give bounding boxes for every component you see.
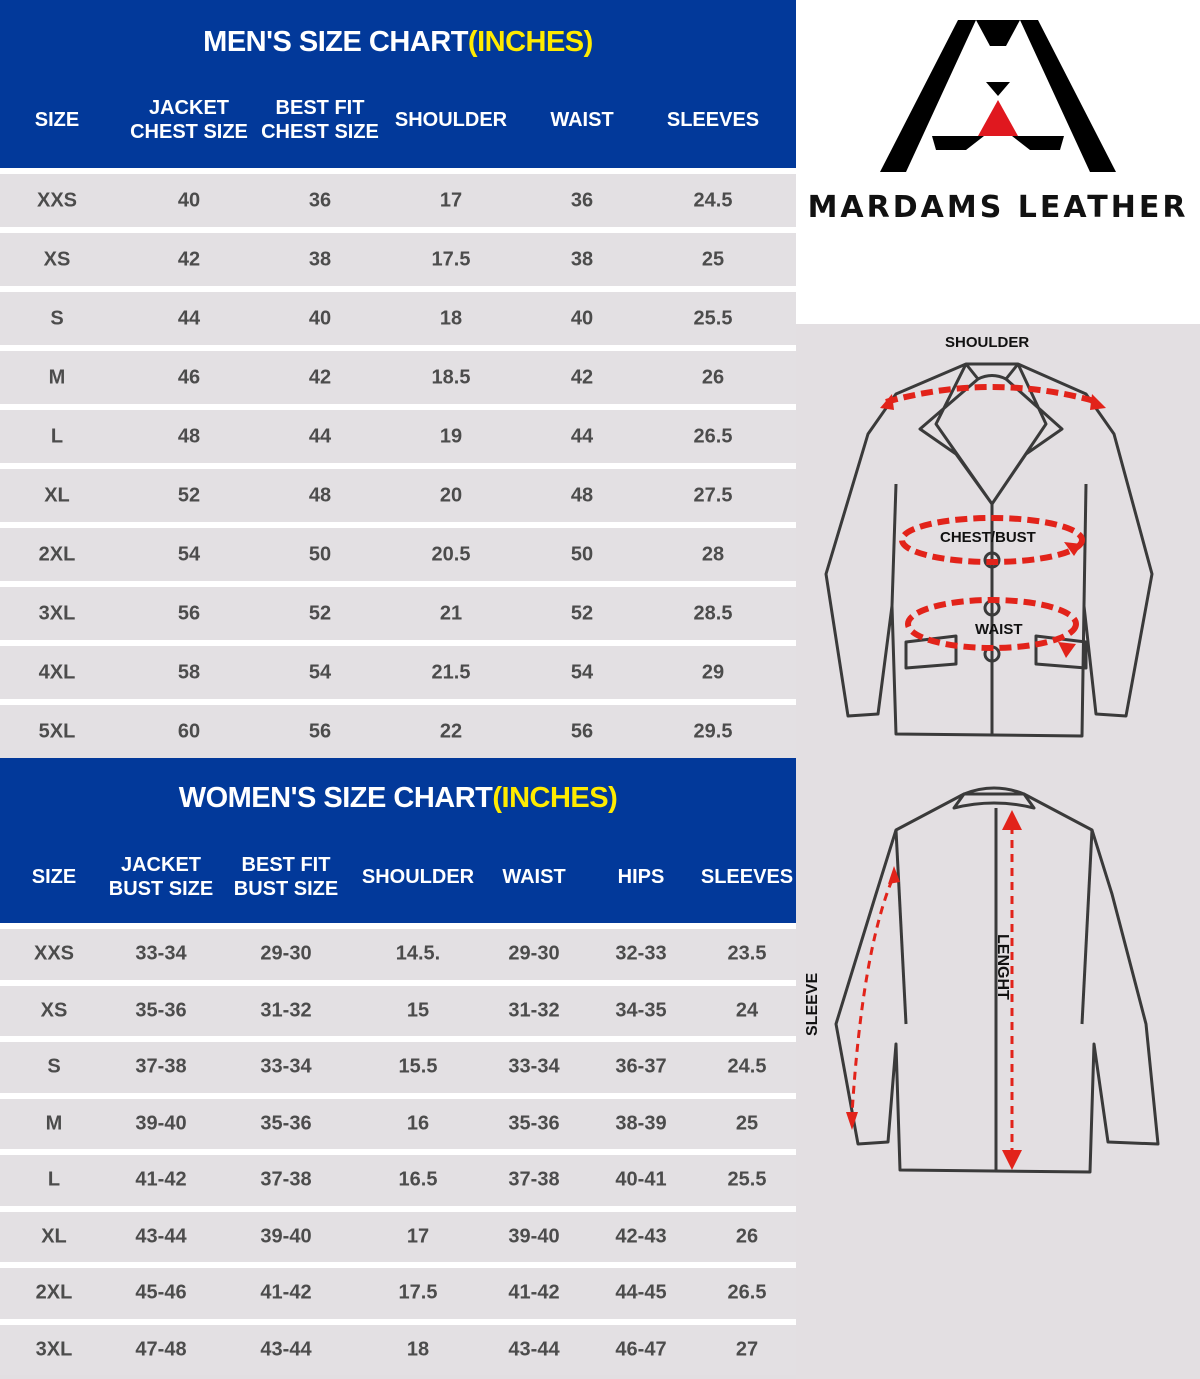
- womens-table-cell: 41-42: [508, 1281, 560, 1304]
- mens-table-cell: 20.5: [431, 543, 471, 565]
- womens-table-cell: 41-42: [260, 1281, 312, 1304]
- womens-table-row: [0, 1212, 796, 1263]
- womens-col-header-line: SIZE: [31, 866, 77, 888]
- mens-col-header-line: CHEST SIZE: [130, 121, 248, 143]
- womens-table-cell: 35-36: [508, 1112, 560, 1135]
- womens-table-cell: 41-42: [135, 1168, 187, 1191]
- womens-table-cell: 35-36: [260, 1112, 312, 1135]
- mens-table-cell: 42: [308, 366, 332, 388]
- mens-table-cell: 46: [177, 366, 201, 388]
- womens-table-cell: 45-46: [135, 1281, 187, 1304]
- mens-col-header-line: SLEEVES: [666, 109, 760, 131]
- mens-table-cell: 38: [308, 248, 332, 270]
- womens-table-cell: 15.5: [398, 1055, 438, 1078]
- womens-table-cell: 17: [406, 1225, 430, 1248]
- mens-table-row: [0, 174, 796, 227]
- womens-table-cell: 18: [406, 1338, 430, 1361]
- mens-title: [0, 26, 796, 59]
- womens-table-cell: S: [47, 1055, 61, 1078]
- mens-table-cell: 50: [570, 543, 594, 565]
- womens-table-row: [0, 1155, 796, 1206]
- womens-col-header-line: BUST SIZE: [233, 878, 339, 900]
- mens-table-row: [0, 351, 796, 404]
- mens-table-cell: 25.5: [693, 307, 733, 329]
- womens-table-cell: 33-34: [260, 1055, 312, 1078]
- womens-table-cell: 16.5: [398, 1168, 438, 1191]
- mens-table-cell: 54: [177, 543, 201, 565]
- mens-table-row: [0, 587, 796, 640]
- mens-table-cell: 38: [570, 248, 594, 270]
- mens-table-cell: 24.5: [693, 189, 733, 211]
- womens-col-header: [618, 865, 665, 889]
- mens-table-cell: 26.5: [693, 425, 733, 447]
- womens-table-cell: 16: [406, 1112, 430, 1135]
- womens-title-main: WOMEN'S SIZE CHART: [178, 782, 493, 814]
- womens-table-cell: 27: [735, 1338, 759, 1361]
- mens-table-row: [0, 233, 796, 286]
- mens-table-cell: XS: [43, 248, 71, 270]
- womens-table-row: [0, 1325, 796, 1376]
- womens-table-cell: 31-32: [508, 999, 560, 1022]
- womens-table-cell: 38-39: [615, 1112, 667, 1135]
- mens-table-cell: L: [50, 425, 64, 447]
- mens-col-header-line: JACKET: [148, 97, 230, 119]
- mens-table-cell: 48: [308, 484, 332, 506]
- womens-table-cell: 26: [735, 1225, 759, 1248]
- mens-table-cell: XL: [44, 484, 70, 506]
- mens-table-cell: 36: [308, 189, 332, 211]
- mens-table-cell: XXS: [36, 189, 78, 211]
- mens-table-cell: 19: [439, 425, 463, 447]
- mens-col-header-line: SHOULDER: [394, 109, 508, 131]
- mens-header: [0, 0, 796, 168]
- womens-col-header: [234, 853, 338, 901]
- womens-table-cell: L: [47, 1168, 61, 1191]
- mens-table-cell: 52: [308, 602, 332, 624]
- sleeve-label: SLEEVE: [804, 972, 821, 1036]
- mens-table-row: [0, 528, 796, 581]
- mens-col-header: [550, 108, 613, 132]
- womens-table-cell: 37-38: [508, 1168, 560, 1191]
- mens-table-cell: 25: [701, 248, 725, 270]
- mens-table-row: [0, 705, 796, 758]
- womens-col-header: [109, 853, 213, 901]
- womens-table-cell: XL: [41, 1225, 67, 1248]
- mens-col-header-line: SIZE: [34, 109, 80, 131]
- mens-table-cell: 48: [570, 484, 594, 506]
- womens-table-cell: 39-40: [508, 1225, 560, 1248]
- womens-col-header-line: WAIST: [502, 866, 566, 888]
- mens-table-cell: S: [50, 307, 64, 329]
- womens-col-header-line: JACKET: [120, 854, 202, 876]
- mens-table-cell: 21: [439, 602, 463, 624]
- womens-table-cell: 2XL: [35, 1281, 73, 1304]
- mens-table-cell: 50: [308, 543, 332, 565]
- womens-table-cell: 26.5: [727, 1281, 767, 1304]
- womens-table-cell: 36-37: [615, 1055, 667, 1078]
- brand-logo-icon: [796, 0, 1200, 190]
- womens-col-header-line: SHOULDER: [361, 866, 475, 888]
- womens-col-header: [32, 865, 76, 889]
- womens-table-cell: 44-45: [615, 1281, 667, 1304]
- womens-table-row: [0, 1042, 796, 1093]
- mens-table-cell: 56: [570, 720, 594, 742]
- mens-col-header-line: BEST FIT: [275, 97, 365, 119]
- mens-table-cell: 4XL: [38, 661, 76, 683]
- waist-label: WAIST: [975, 621, 1023, 638]
- womens-col-header: [502, 865, 565, 889]
- measurement-diagram: [796, 324, 1200, 1379]
- mens-table-cell: 29.5: [693, 720, 733, 742]
- mens-table-cell: 20: [439, 484, 463, 506]
- womens-table-cell: 29-30: [508, 942, 560, 965]
- mens-table-cell: 56: [308, 720, 332, 742]
- womens-table-cell: 40-41: [615, 1168, 667, 1191]
- mens-table-cell: 42: [177, 248, 201, 270]
- womens-table-row: [0, 929, 796, 980]
- womens-title: [0, 782, 796, 815]
- mens-table-cell: 42: [570, 366, 594, 388]
- womens-table-cell: 43-44: [135, 1225, 187, 1248]
- womens-table-row: [0, 1099, 796, 1150]
- mens-table-cell: 28: [701, 543, 725, 565]
- mens-table-cell: 56: [177, 602, 201, 624]
- womens-col-header: [362, 865, 474, 889]
- mens-table-cell: 21.5: [431, 661, 471, 683]
- womens-table-cell: 39-40: [135, 1112, 187, 1135]
- mens-table-cell: 17.5: [431, 248, 471, 270]
- mens-table-cell: 26: [701, 366, 725, 388]
- womens-title-unit: (INCHES): [492, 782, 618, 814]
- womens-col-header-line: BUST SIZE: [108, 878, 214, 900]
- womens-col-header-line: BEST FIT: [241, 854, 331, 876]
- mens-table-cell: 5XL: [38, 720, 76, 742]
- mens-table-cell: 60: [177, 720, 201, 742]
- mens-table-cell: 40: [308, 307, 332, 329]
- womens-header: [0, 758, 796, 923]
- womens-table-cell: 35-36: [135, 999, 187, 1022]
- mens-table-cell: 17: [439, 189, 463, 211]
- womens-table-cell: 25: [735, 1112, 759, 1135]
- mens-table-cell: 44: [570, 425, 594, 447]
- mens-col-header-line: CHEST SIZE: [261, 121, 379, 143]
- mens-table-row: [0, 292, 796, 345]
- mens-col-header: [667, 108, 759, 132]
- womens-table-cell: 33-34: [508, 1055, 560, 1078]
- womens-table-cell: 39-40: [260, 1225, 312, 1248]
- womens-table-cell: 14.5.: [395, 942, 441, 965]
- shoulder-label: SHOULDER: [945, 334, 1030, 351]
- womens-table-cell: 37-38: [260, 1168, 312, 1191]
- womens-table-cell: 37-38: [135, 1055, 187, 1078]
- womens-col-header-line: HIPS: [617, 866, 665, 888]
- mens-table-cell: 44: [177, 307, 201, 329]
- mens-table-cell: 27.5: [693, 484, 733, 506]
- mens-table-cell: 18.5: [431, 366, 471, 388]
- mens-table-cell: 28.5: [693, 602, 733, 624]
- womens-table-cell: XXS: [33, 942, 75, 965]
- womens-table-cell: 43-44: [508, 1338, 560, 1361]
- mens-table-cell: 18: [439, 307, 463, 329]
- mens-table-cell: 40: [570, 307, 594, 329]
- womens-table-cell: M: [45, 1112, 63, 1135]
- womens-table-cell: XS: [40, 999, 68, 1022]
- mens-col-header-line: WAIST: [550, 109, 614, 131]
- womens-table-cell: 33-34: [135, 942, 187, 965]
- mens-table-row: [0, 469, 796, 522]
- chest-bust-label: CHEST/BUST: [940, 529, 1036, 546]
- mens-title-main: MEN'S SIZE CHART: [203, 26, 468, 58]
- mens-title-unit: (INCHES): [467, 26, 593, 58]
- mens-table-cell: 52: [177, 484, 201, 506]
- womens-table-cell: 25.5: [727, 1168, 767, 1191]
- womens-table-cell: 46-47: [615, 1338, 667, 1361]
- length-label: LENGHT: [994, 934, 1011, 1000]
- womens-table-cell: 42-43: [615, 1225, 667, 1248]
- womens-table-cell: 29-30: [260, 942, 312, 965]
- womens-col-header-line: SLEEVES: [700, 866, 794, 888]
- mens-col-header: [261, 96, 379, 144]
- mens-table-cell: 54: [570, 661, 594, 683]
- womens-table-cell: 24: [735, 999, 759, 1022]
- womens-table-cell: 15: [406, 999, 430, 1022]
- womens-table-cell: 47-48: [135, 1338, 187, 1361]
- mens-col-header: [395, 108, 507, 132]
- logo-area: [796, 0, 1200, 324]
- mens-table-row: [0, 410, 796, 463]
- mens-table-cell: M: [48, 366, 66, 388]
- mens-table-cell: 58: [177, 661, 201, 683]
- womens-table-cell: 43-44: [260, 1338, 312, 1361]
- mens-table-cell: 54: [308, 661, 332, 683]
- mens-table-row: [0, 646, 796, 699]
- mens-table-cell: 52: [570, 602, 594, 624]
- mens-table-cell: 22: [439, 720, 463, 742]
- mens-table-cell: 36: [570, 189, 594, 211]
- womens-table-cell: 23.5: [727, 942, 767, 965]
- womens-table-cell: 24.5: [727, 1055, 767, 1078]
- mens-table-cell: 3XL: [38, 602, 76, 624]
- mens-table-cell: 2XL: [38, 543, 76, 565]
- womens-table-cell: 32-33: [615, 942, 667, 965]
- womens-table-cell: 34-35: [615, 999, 667, 1022]
- womens-table-cell: 17.5: [398, 1281, 438, 1304]
- mens-col-header: [35, 108, 79, 132]
- womens-table-row: [0, 1268, 796, 1319]
- mens-table-cell: 44: [308, 425, 332, 447]
- brand-name: MARDAMS LEATHER: [807, 190, 1189, 225]
- mens-table-cell: 40: [177, 189, 201, 211]
- mens-col-header: [130, 96, 248, 144]
- mens-table-cell: 29: [701, 661, 725, 683]
- womens-table-row: [0, 986, 796, 1037]
- womens-table-cell: 31-32: [260, 999, 312, 1022]
- womens-col-header: [701, 865, 793, 889]
- womens-table-cell: 3XL: [35, 1338, 73, 1361]
- mens-table-cell: 48: [177, 425, 201, 447]
